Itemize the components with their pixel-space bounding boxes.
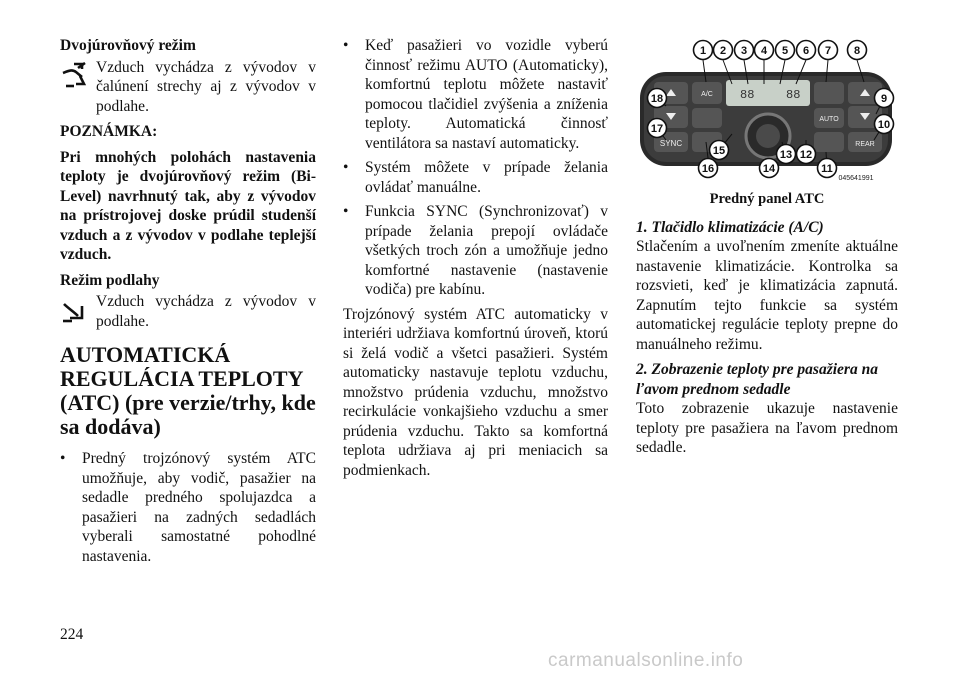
floor-mode-description: Vzduch vychádza z vývodov v podlahe. xyxy=(60,292,316,331)
callout-17 xyxy=(648,119,667,138)
ac-label: A/C xyxy=(701,91,713,98)
rear-label: REAR xyxy=(855,141,875,148)
svg-text:7: 7 xyxy=(824,45,832,57)
defrost-button xyxy=(814,82,844,104)
item1-heading: 1. Tlačidlo klimatizácie (A/C) xyxy=(636,218,824,236)
svg-text:9: 9 xyxy=(880,93,888,105)
svg-text:14: 14 xyxy=(762,163,776,175)
floor-airflow-icon xyxy=(60,296,92,324)
svg-text:17: 17 xyxy=(650,123,664,135)
callout-15 xyxy=(710,141,729,160)
floor-mode-heading: Režim podlahy xyxy=(60,271,160,289)
svg-text:18: 18 xyxy=(650,93,664,105)
callout-2 xyxy=(714,41,733,60)
svg-text:1: 1 xyxy=(699,45,707,57)
svg-text:13: 13 xyxy=(779,149,793,161)
callout-14 xyxy=(760,159,779,178)
callout-16 xyxy=(699,159,718,178)
page-number: 224 xyxy=(60,626,84,643)
atc-paragraph: Trojzónový systém ATC automaticky v interiéri udržiava komfortnú úroveň, ktorú si želá vodič a všetci pasažieri. Systém automaticky nastavuje teplotu vzduchu, množstvo prúdenia vzduchu, množstvo recirkulácie vonkajšieho vzduchu a smer prúdenia vzduchu. Takto sa komfortná teplota udržiava aj pri meniacich sa podmienkach. xyxy=(343,305,608,479)
callout-10 xyxy=(875,115,894,134)
rear-defrost-button xyxy=(814,132,844,152)
right-column xyxy=(636,36,898,458)
item1-text: Stlačením a uvoľnením zmeníte aktuálne nastavenie klimatizácie. Kontrolka sa rozsvieti, keď je klimatizácia zapnutá. Zapnutím tejto funkcie sa systém automatickej regulácie teploty prepne do manuálneho režimu. xyxy=(636,238,898,353)
bilevel-airflow-icon xyxy=(60,62,92,90)
figure-caption: Predný panel ATC xyxy=(709,191,825,207)
atc-front-panel-figure xyxy=(636,36,898,186)
callout-11 xyxy=(818,159,837,178)
watermark: carmanualsonline.info xyxy=(548,650,744,671)
bullet-item: • Predný trojzónový systém ATC umožňuje, aby vodič, pasažier na sedadle predného spolujazdca a pasažieri na zadných sedadlách vyberali samostatné pohodlné nastavenia. xyxy=(60,450,316,565)
callout-6 xyxy=(797,41,816,60)
section-title: AUTOMATICKÁ REGULÁCIA TEPLOTY (ATC) (pre verzie/trhy, kde sa dodáva) xyxy=(60,342,316,439)
callout-18 xyxy=(648,89,667,108)
bilevel-heading: Dvojúrovňový režim xyxy=(60,37,196,54)
svg-text:12: 12 xyxy=(799,149,813,161)
display-right-temp: 88 xyxy=(786,88,801,102)
svg-text:10: 10 xyxy=(877,119,891,131)
callout-9 xyxy=(875,89,894,108)
display-left-temp: 88 xyxy=(740,88,755,102)
svg-text:3: 3 xyxy=(740,45,748,57)
callout-13 xyxy=(777,145,796,164)
figure-code: 045641991 xyxy=(838,175,874,182)
bullet-item: • Keď pasažieri vo vozidle vyberú činnosť režimu AUTO (Automaticky), komfortnú teplotu môžete nastaviť pomocou tlačidiel zvýšenia a zníženia teploty. Automatická činnosť ventilátora sa nastaví automaticky. xyxy=(343,37,608,152)
svg-text:15: 15 xyxy=(712,145,726,157)
bullet-item: • Funkcia SYNC (Synchronizovať) v prípade želania prepojí ovládače všetkých troch zón a umožňuje jedno komfortné nastavenie (nastavenie vodiča) pre kabínu. xyxy=(343,203,608,298)
note-text: Pri mnohých polohách nastavenia teploty je dvojúrovňový režim (Bi-Level) navrhnutý tak, aby z vývodov na prístrojovej doske prúdil studenší vzduch a z vývodov v podlahe teplejší vzduch. xyxy=(60,148,316,263)
bullet-dot: • xyxy=(343,203,349,220)
bilevel-description: Vzduch vychádza z vývodov v čalúnení strechy aj z vývodov v podlahe. xyxy=(60,58,316,117)
item2-heading: 2. Zobrazenie teploty pre pasažiera na ľavom prednom sedadle xyxy=(636,361,878,398)
recirc-button xyxy=(692,108,722,128)
auto-label: AUTO xyxy=(819,116,839,123)
note-heading: POZNÁMKA: xyxy=(60,123,158,140)
callout-4 xyxy=(755,41,774,60)
fan-knob-center xyxy=(756,124,780,148)
callout-8 xyxy=(848,41,867,60)
svg-text:5: 5 xyxy=(781,45,789,57)
callout-1 xyxy=(694,41,713,60)
svg-text:4: 4 xyxy=(760,45,768,57)
bullet-dot: • xyxy=(343,37,349,54)
callout-3 xyxy=(735,41,754,60)
callout-12 xyxy=(797,145,816,164)
bullet-dot: • xyxy=(60,450,66,467)
svg-text:2: 2 xyxy=(719,45,727,57)
bullet-dot: • xyxy=(343,159,349,176)
bullet-item: • Systém môžete v prípade želania ovládať manuálne. xyxy=(343,159,608,196)
svg-text:11: 11 xyxy=(821,163,833,175)
callout-5 xyxy=(776,41,795,60)
sync-label: SYNC xyxy=(659,139,683,148)
svg-text:6: 6 xyxy=(802,45,810,57)
callout-7 xyxy=(819,41,838,60)
left-column xyxy=(60,36,316,571)
svg-text:8: 8 xyxy=(853,45,861,57)
item2-text: Toto zobrazenie ukazuje nastavenie teploty pre pasažiera na ľavom prednom sedadle. xyxy=(636,400,898,456)
svg-text:16: 16 xyxy=(701,163,715,175)
middle-column xyxy=(343,36,608,480)
